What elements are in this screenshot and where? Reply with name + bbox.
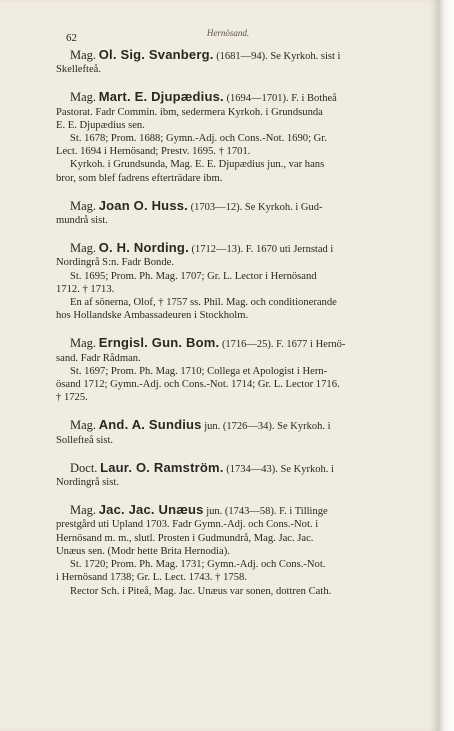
- entry-unaeus: [56, 503, 416, 597]
- entry-line: mundrå sist.: [56, 215, 108, 227]
- entry-title: Mag.: [70, 336, 97, 351]
- entry-heading: [56, 241, 416, 256]
- entry-heading-rest: (1681—94). Se Kyrkoh. sist i: [213, 51, 341, 62]
- entry-name: O. H. Nording.: [98, 241, 189, 256]
- entry-line: Lect. 1694 i Hernösand; Prestv. 1695. † 1701.: [56, 146, 251, 158]
- entry-heading-rest: (1716—25). F. 1677 i Hernö-: [219, 339, 346, 351]
- entry-line: Skellefteå.: [56, 64, 102, 76]
- entry-line: Unæus sen. (Modr hette Brita Hernodia).: [56, 545, 230, 557]
- entry-title: Mag.: [70, 418, 97, 433]
- entry-heading: [56, 336, 416, 351]
- entry-heading: [56, 48, 416, 63]
- entry-bom: [56, 336, 416, 404]
- entry-heading: [56, 503, 416, 518]
- entry-name: Laur. O. Ramström.: [100, 460, 224, 475]
- entry-title: Mag.: [70, 198, 97, 213]
- entry-ramstrom: [56, 461, 416, 489]
- entry-line: i Hernösand 1738; Gr. L. Lect. 1743. † 1758.: [56, 572, 247, 584]
- entry-heading-rest: jun. (1743—58). F. i Tillinge: [203, 506, 328, 518]
- entry-name: And. A. Sundius: [98, 418, 202, 433]
- entry-nording: [56, 241, 416, 322]
- entry-sundius: [56, 418, 416, 446]
- entry-djupaedius: [56, 90, 416, 184]
- running-head: Hernösand.: [206, 28, 250, 38]
- entry-name: Ol. Sig. Svanberg.: [98, 48, 214, 62]
- entry-name: Erngisl. Gun. Bom.: [98, 336, 220, 351]
- entry-line: prestgård uti Upland 1703. Fadr Gymn.-Adj. och Cons.-Not. i: [56, 519, 319, 531]
- entry-heading: [56, 418, 416, 433]
- entry-line: Nordingrå sist.: [56, 477, 119, 489]
- entry-line: St. 1720; Prom. Ph. Mag. 1731; Gymn.-Adj. och Cons.-Not.: [70, 559, 326, 571]
- page-content: [56, 48, 416, 612]
- entry-heading-rest: (1694—1701). F. i Botheå: [223, 93, 337, 105]
- entry-heading-rest: jun. (1726—34). Se Kyrkoh. i: [201, 421, 331, 433]
- entry-line: † 1725.: [56, 392, 88, 404]
- entry-line: Kyrkoh. i Grundsunda, Mag. E. E. Djupædius jun., var hans: [70, 159, 325, 171]
- entry-heading: [56, 199, 416, 214]
- entry-title: Mag.: [70, 90, 97, 105]
- entry-line: bror, som blef fadrens efterträdare ibm.: [56, 172, 223, 184]
- entry-title: Mag.: [70, 48, 97, 62]
- entry-title: Mag.: [70, 241, 97, 256]
- entry-line: Hernösand m. m., slutl. Prosten i Gudmundrå, Mag. Jac. Jac.: [56, 532, 314, 544]
- entry-line: hos Hollandske Ambassadeuren i Stockholm.: [56, 310, 249, 322]
- entry-line: En af sönerna, Olof, † 1757 ss. Phil. Mag. och conditionerande: [70, 297, 337, 309]
- entry-line: sand. Fadr Rådman.: [56, 352, 141, 364]
- entry-title: Doct.: [70, 460, 98, 475]
- entry-line: Nordingrå S:n. Fadr Bonde.: [56, 257, 174, 269]
- entry-svanberg: [56, 48, 416, 76]
- entry-heading-rest: (1703—12). Se Kyrkoh. i Gud-: [188, 201, 323, 213]
- entry-name: Joan O. Huss.: [98, 198, 188, 213]
- entry-line: Rector Sch. i Piteå, Mag. Jac. Unæus var sonen, dottren Cath.: [70, 585, 332, 597]
- entry-line: Pastorat. Fadr Commin. ibm, sedermera Kyrkoh. i Grundsunda: [56, 106, 323, 118]
- entry-heading: [56, 461, 416, 476]
- entry-name: Jac. Jac. Unæus: [98, 503, 204, 518]
- book-binding-edge: [438, 0, 454, 731]
- entry-heading-rest: (1712—13). F. 1670 uti Jernstad i: [188, 244, 334, 256]
- entry-heading: [56, 90, 416, 105]
- entry-line: St. 1678; Prom. 1688; Gymn.-Adj. och Cons.-Not. 1690; Gr.: [70, 133, 327, 145]
- entry-huss: [56, 199, 416, 227]
- entry-line: Sollefteå sist.: [56, 434, 114, 446]
- entry-line: 1712. † 1713.: [56, 283, 115, 295]
- page-header: [42, 28, 414, 44]
- entry-title: Mag.: [70, 503, 97, 518]
- entry-line: St. 1695; Prom. Ph. Mag. 1707; Gr. L. Lector i Hernösand: [70, 270, 317, 282]
- entry-line: E. E. Djupædius sen.: [56, 119, 145, 131]
- entry-heading-rest: (1734—43). Se Kyrkoh. i: [223, 463, 334, 475]
- entry-line: St. 1697; Prom. Ph. Mag. 1710; Collega et Apologist i Hern-: [70, 365, 328, 377]
- entry-name: Mart. E. Djupædius.: [98, 90, 224, 105]
- page-number: 62: [66, 32, 77, 44]
- entry-line: ösand 1712; Gymn.-Adj. och Cons.-Not. 1714; Gr. L. Lector 1716.: [56, 379, 340, 391]
